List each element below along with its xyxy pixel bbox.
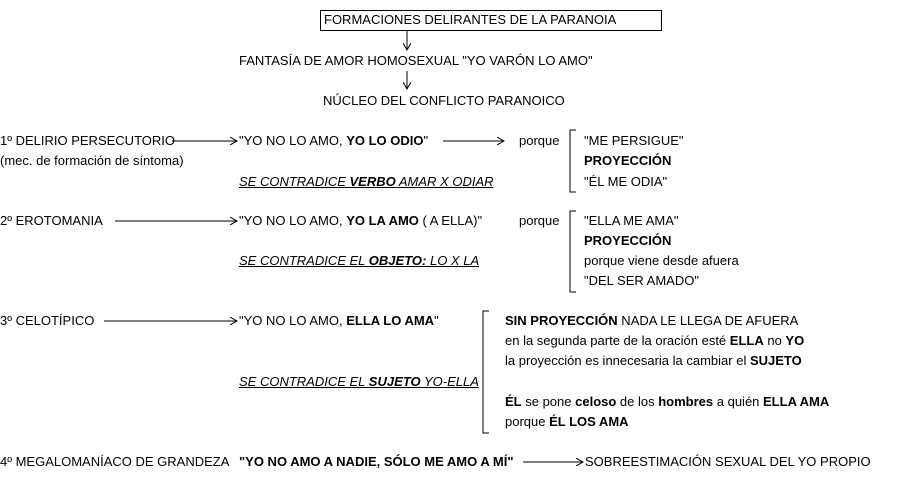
megalomaniaco-label: 4º MEGALOMANÍACO DE GRANDEZA: [0, 454, 230, 469]
bracket-celotipico: [483, 311, 489, 433]
persecutorio-bracket-line-3: "ÉL ME ODIA": [584, 174, 668, 189]
erotomania-bracket-line-4: "DEL SER AMADO": [584, 273, 699, 288]
nucleus-text: NÚCLEO DEL CONFLICTO PARANOICO: [323, 93, 565, 108]
erotomania-bracket-line-3: porque viene desde afuera: [584, 253, 739, 268]
celotipico-line-1: SIN PROYECCIÓN NADA LE LLEGA DE AFUERA: [505, 313, 799, 328]
erotomania-bracket-line-1: "ELLA ME AMA": [584, 213, 679, 228]
erotomania-bracket-line-2: PROYECCIÓN: [584, 233, 672, 248]
celotipico-line-4: ÉL se pone celoso de los hombres a quién ELLA AMA: [505, 394, 830, 409]
celotipico-line-5: porque ÉL LOS AMA: [505, 414, 629, 429]
persecutorio-bracket-line-2: PROYECCIÓN: [584, 153, 672, 168]
persecutorio-label: 1º DELIRIO PERSECUTORIO: [0, 133, 175, 148]
fantasy-text: FANTASÍA DE AMOR HOMOSEXUAL "YO VARÓN LO AMO": [239, 53, 593, 68]
bracket-erotomania: [570, 211, 576, 292]
megalomaniaco-quote: "YO NO AMO A NADIE, SÓLO ME AMO A MÍ": [239, 454, 514, 469]
bracket-persecutorio: [570, 130, 576, 192]
erotomania-contradice: SE CONTRADICE EL OBJETO: LO X LA: [239, 253, 480, 268]
erotomania-porque: porque: [519, 213, 560, 228]
celotipico-line-2: en la segunda parte de la oración esté ELLA no YO: [505, 333, 805, 348]
celotipico-quote: "YO NO LO AMO, ELLA LO AMA": [239, 313, 439, 328]
persecutorio-quote: "YO NO LO AMO, YO LO ODIO": [239, 133, 429, 148]
persecutorio-contradice: SE CONTRADICE VERBO AMAR X ODIAR: [239, 174, 494, 189]
page-title: FORMACIONES DELIRANTES DE LA PARANOIA: [324, 12, 617, 27]
erotomania-quote: "YO NO LO AMO, YO LA AMO ( A ELLA)": [239, 213, 483, 228]
persecutorio-bracket-line-1: "ME PERSIGUE": [584, 133, 684, 148]
celotipico-contradice: SE CONTRADICE EL SUJETO YO-ELLA: [239, 374, 479, 389]
persecutorio-sublabel: (mec. de formación de síntoma): [0, 153, 184, 168]
megalomaniaco-result: SOBREESTIMACIÓN SEXUAL DEL YO PROPIO: [585, 454, 871, 469]
persecutorio-porque: porque: [519, 133, 560, 148]
celotipico-line-3: la proyección es innecesaria la cambiar el SUJETO: [505, 353, 802, 368]
celotipico-label: 3º CELOTÍPICO: [0, 313, 95, 328]
erotomania-label: 2º EROTOMANIA: [0, 213, 103, 228]
